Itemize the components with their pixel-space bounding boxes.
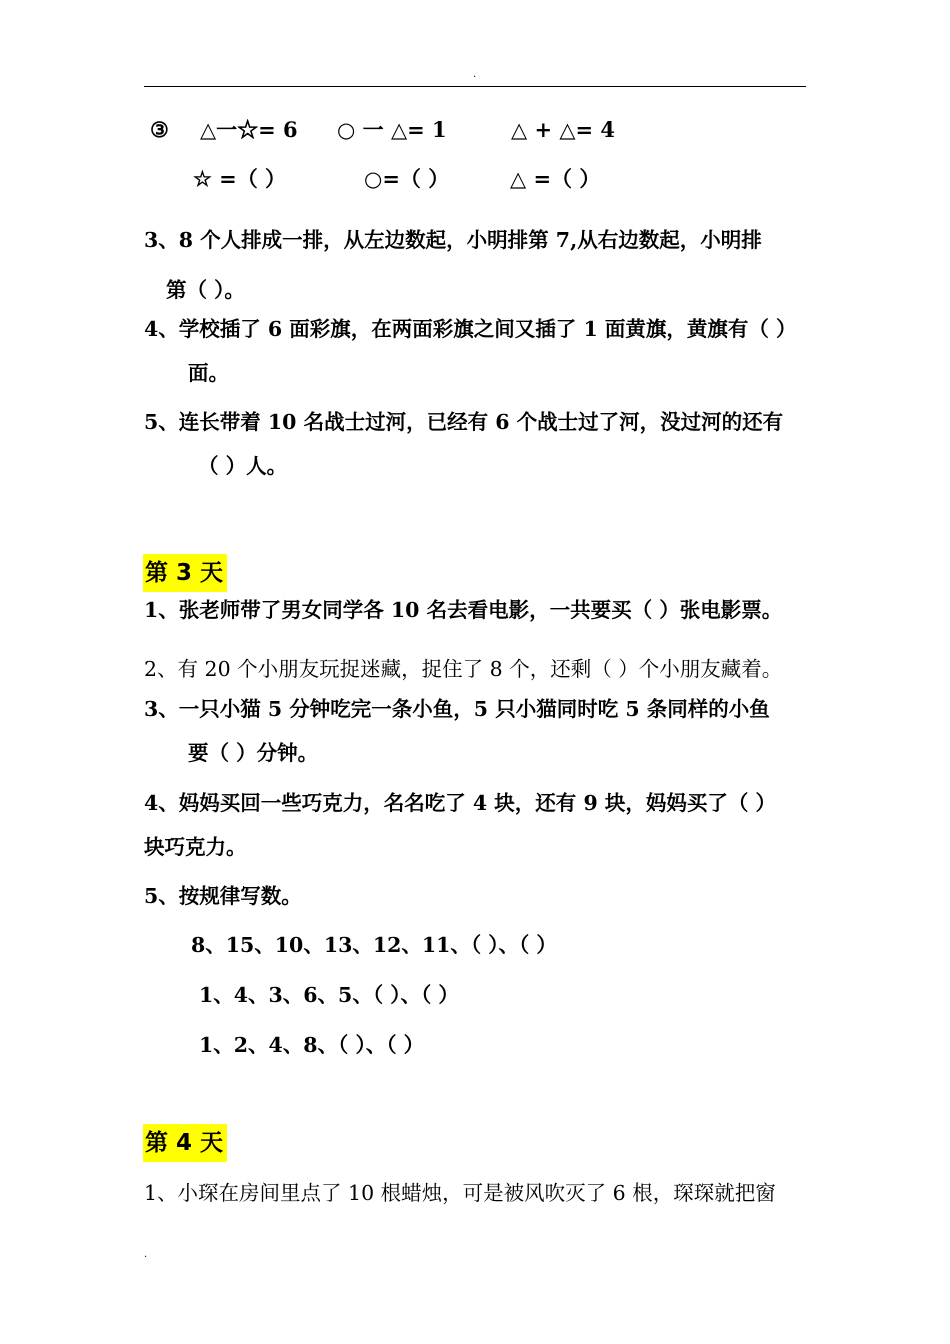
day3-question-3-line-1: 3、一只小猫 5 分钟吃完一条小鱼，5 只小猫同时吃 5 条同样的小鱼 <box>144 697 770 721</box>
day3-question-5: 5、按规律写数。 <box>144 884 302 908</box>
equation-marker: ③ <box>150 117 169 142</box>
header-mark: . <box>473 69 477 80</box>
day4-question-1: 1、小琛在房间里点了 10 根蜡烛，可是被风吹灭了 6 根，琛琛就把窗 <box>144 1181 776 1205</box>
day-3-heading: 第 3 天 <box>143 554 227 592</box>
equation-1: △一☆= 6 <box>200 117 298 142</box>
answer-star: ☆ =（ ） <box>193 166 287 191</box>
day-4-heading: 第 4 天 <box>143 1124 227 1162</box>
equation-2: ○ 一 △= 1 <box>337 117 447 142</box>
question-3-line-1: 3、8 个人排成一排，从左边数起，小明排第 7,从右边数起，小明排 <box>144 228 762 252</box>
question-3-line-2: 第（ ）。 <box>166 278 245 302</box>
answer-triangle: △ =（ ） <box>510 166 601 191</box>
day3-question-1: 1、张老师带了男女同学各 10 名去看电影，一共要买（ ）张电影票。 <box>144 598 783 622</box>
number-sequence-3: 1、2、4、8、（ ）、（ ） <box>199 1033 425 1057</box>
footer-mark: . <box>144 1249 148 1260</box>
answer-circle: ○=（ ） <box>364 166 450 191</box>
number-sequence-1: 8、15、10、13、12、11、（ ）、（ ） <box>191 933 557 957</box>
day3-question-4-line-2: 块巧克力。 <box>144 835 247 859</box>
question-5-line-1: 5、连长带着 10 名战士过河，已经有 6 个战士过了河，没过河的还有 <box>144 410 784 434</box>
header-rule <box>144 86 806 87</box>
question-4-line-2: 面。 <box>188 361 229 385</box>
day3-question-3-line-2: 要（ ）分钟。 <box>188 741 319 765</box>
day3-question-4-line-1: 4、妈妈买回一些巧克力，名名吃了 4 块，还有 9 块，妈妈买了（ ） <box>144 791 776 815</box>
day3-question-2: 2、有 20 个小朋友玩捉迷藏，捉住了 8 个，还剩（ ）个小朋友藏着。 <box>144 657 783 681</box>
equation-3: △ + △= 4 <box>511 117 616 142</box>
question-4-line-1: 4、学校插了 6 面彩旗，在两面彩旗之间又插了 1 面黄旗，黄旗有（ ） <box>144 317 797 341</box>
number-sequence-2: 1、4、3、6、5、（ ）、（ ） <box>199 983 459 1007</box>
question-5-line-2: （ ）人。 <box>198 454 288 478</box>
